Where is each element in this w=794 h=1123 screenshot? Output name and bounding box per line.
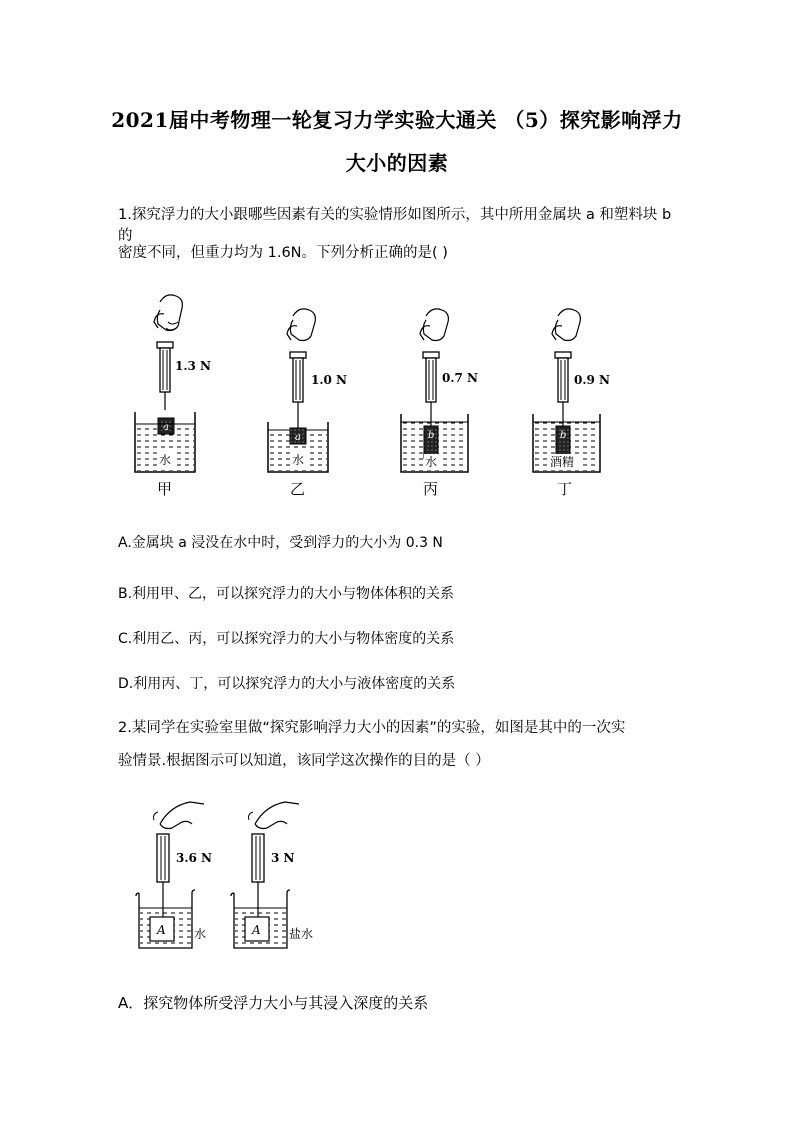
q1-option-d: D.利用丙、丁，可以探究浮力的大小与液体密度的关系 xyxy=(118,676,456,692)
q1-reading-jia: 1.3 N xyxy=(175,359,212,373)
q1-panel-jia xyxy=(135,295,211,498)
q2-panel-saltwater xyxy=(231,802,313,948)
q1-liquid-bing: 水 xyxy=(425,455,438,469)
page-title-line1: 2021届中考物理一轮复习力学实验大通关 （5）探究影响浮力 xyxy=(111,108,683,132)
q2-figure xyxy=(130,790,340,960)
q1-stem-line2: 密度不同，但重力均为 1.6N。下列分析正确的是( ) xyxy=(118,245,448,261)
q1-panel-yi xyxy=(268,309,347,498)
q1-liquid-yi: 水 xyxy=(292,453,305,467)
q1-figure xyxy=(120,288,620,498)
q1-option-a: A.金属块 a 浸没在水中时，受到浮力的大小为 0.3 N xyxy=(118,535,443,551)
q2-liquid-saltwater: 盐水 xyxy=(289,927,314,941)
q1-option-b: B.利用甲、乙，可以探究浮力的大小与物体体积的关系 xyxy=(118,586,455,602)
q1-block-letter-bing: b xyxy=(428,430,435,441)
page-title-line2: 大小的因素 xyxy=(345,151,449,175)
q1-stem-line1: 1.探究浮力的大小跟哪些因素有关的实验情形如图所示，其中所用金属块 a 和塑料块 b 的 xyxy=(118,207,672,244)
q1-liquid-jia: 水 xyxy=(159,453,172,467)
q1-label-ding: 丁 xyxy=(557,480,573,498)
q1-block-letter-ding: b xyxy=(560,430,567,441)
q1-block-letter-yi: a xyxy=(295,432,301,443)
q2-panel-water xyxy=(136,802,212,948)
q2-block-saltwater: A xyxy=(252,923,261,937)
q2-reading-water: 3.6 N xyxy=(176,851,213,865)
q1-reading-yi: 1.0 N xyxy=(311,373,348,387)
q1-label-jia: 甲 xyxy=(157,480,173,498)
q2-option-a: A．探究物体所受浮力大小与其浸入深度的关系 xyxy=(118,994,429,1012)
q1-liquid-ding: 酒精 xyxy=(550,455,575,469)
q1-label-bing: 丙 xyxy=(423,480,439,498)
q1-panel-ding xyxy=(533,309,610,498)
q1-label-yi: 乙 xyxy=(290,480,306,498)
q1-reading-bing: 0.7 N xyxy=(442,371,479,385)
q1-panel-bing xyxy=(401,309,478,498)
q2-stem-line2: 验情景.根据图示可以知道，该同学这次操作的目的是（ ） xyxy=(118,753,490,769)
q1-option-c: C.利用乙、丙，可以探究浮力的大小与物体密度的关系 xyxy=(118,631,455,647)
q1-reading-ding: 0.9 N xyxy=(574,373,611,387)
q2-liquid-water: 水 xyxy=(194,927,207,941)
q2-stem-line1: 2.某同学在实验室里做“探究影响浮力大小的因素”的实验，如图是其中的一次实 xyxy=(118,720,626,736)
q2-reading-saltwater: 3 N xyxy=(271,851,295,865)
q2-block-water: A xyxy=(157,923,166,937)
